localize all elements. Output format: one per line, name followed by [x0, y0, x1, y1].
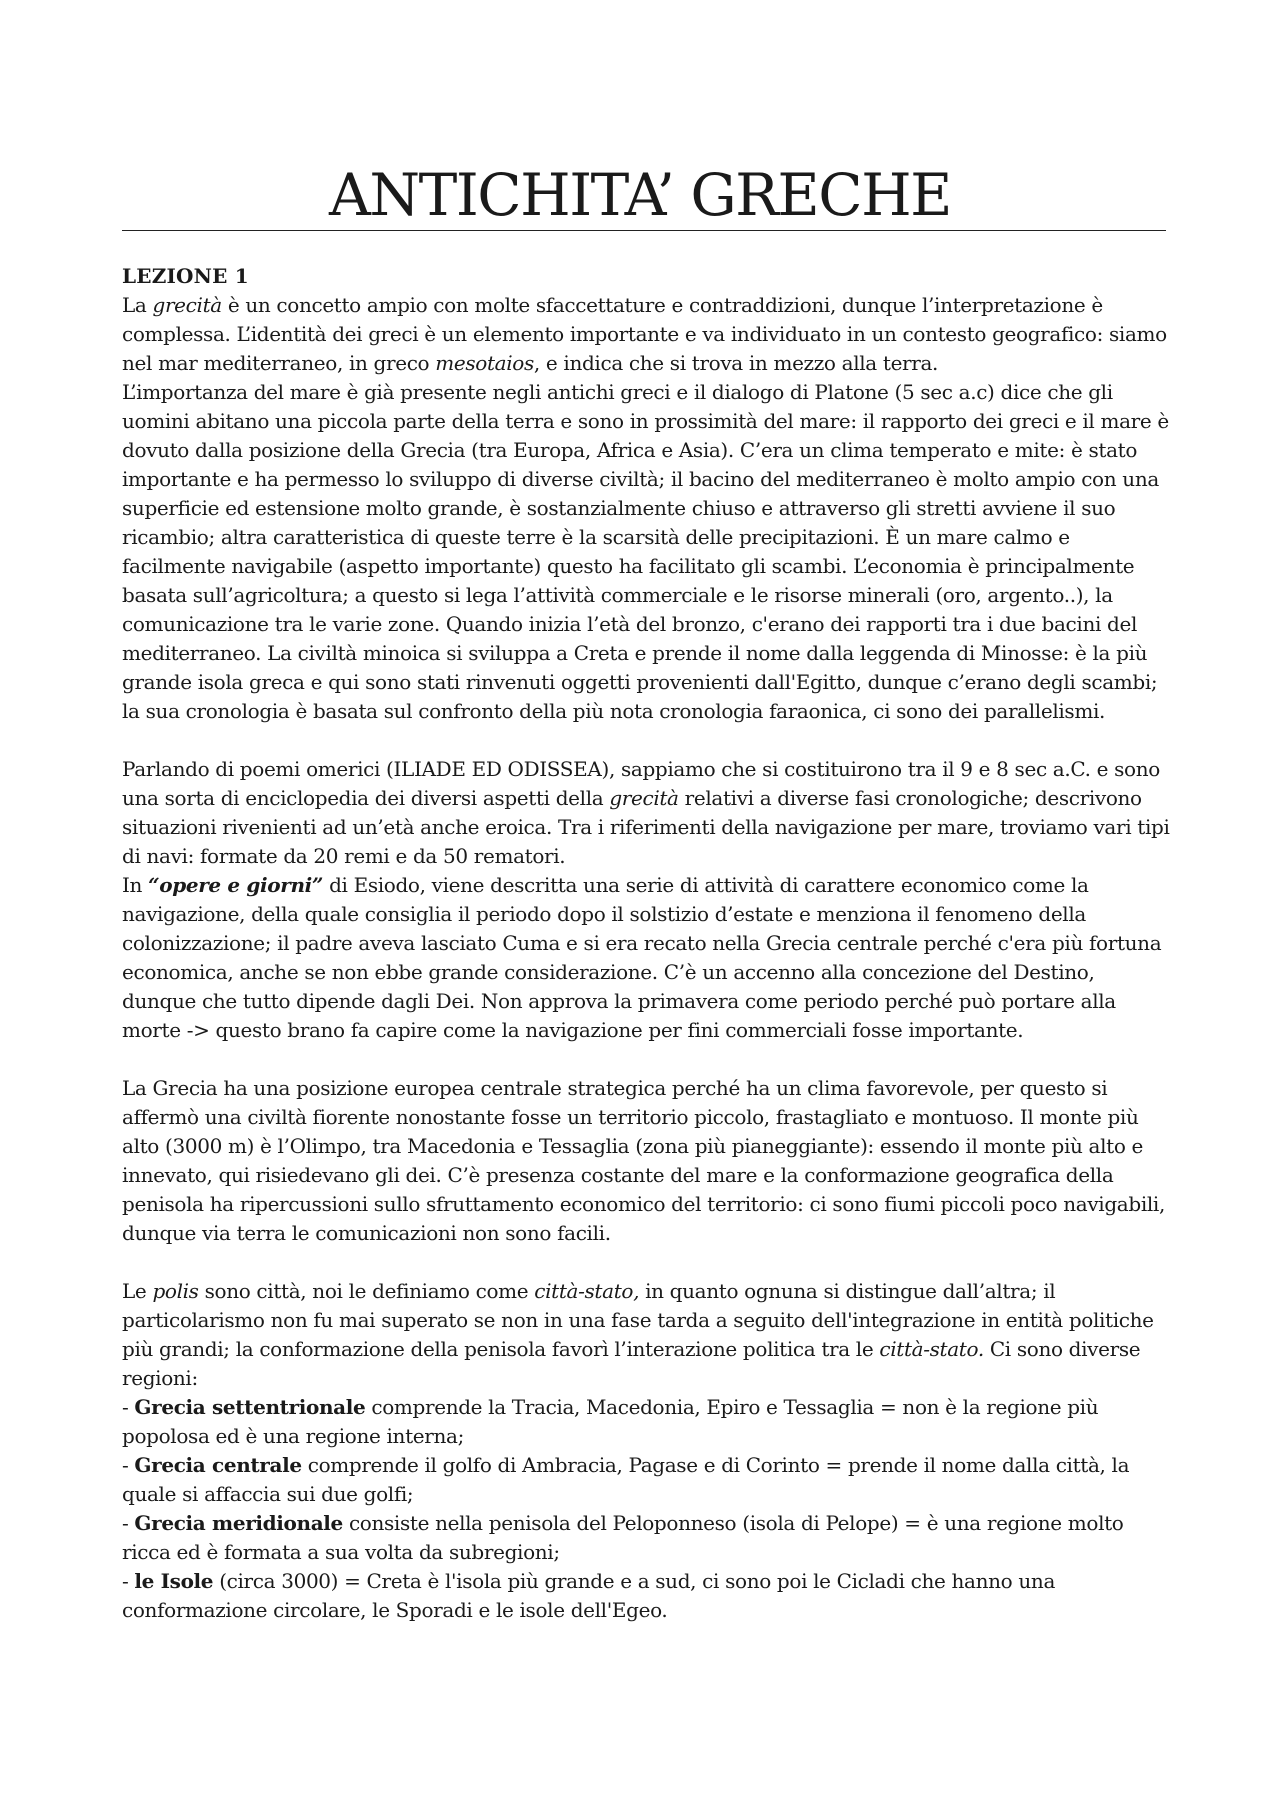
paragraph-4: In “opere e giorni” di Esiodo, viene descritta una serie di attività di carattere economico come la navigazione, della quale consiglia il periodo dopo il solstizio d’estate e menziona il fenomeno della colonizzazione; il padre aveva lasciato Cuma e si era recato nella Grecia centrale perché c'era più fortuna economica, anche se non ebbe grande considerazione. C’è un accenno alla concezione del Destino, dunque che tutto dipende dagli Dei. Non approva la primavera come periodo perché può portare alla morte -> questo brano fa capire come la navigazione per fini commerciali fosse importante.: [122, 873, 1162, 1042]
region-item: - Grecia meridionale consiste nella penisola del Peloponneso (isola di Pelope) = è una regione molto ricca ed è formata a sua volta da subregioni;: [122, 1511, 1124, 1564]
paragraph-gap: [122, 726, 1172, 755]
region-name: Grecia settentrionale: [134, 1395, 366, 1419]
document-title: ANTICHITA’ GRECHE: [329, 161, 951, 229]
region-item: - Grecia centrale comprende il golfo di Ambracia, Pagase e di Corinto = prende il nome dalla città, la quale si affaccia sui due golfi;: [122, 1453, 1130, 1506]
paragraph-3: Parlando di poemi omerici (ILIADE ED ODISSEA), sappiamo che si costituirono tra il 9 e 8 sec a.C. e sono una sorta di enciclopedia dei diversi aspetti della grecità relativi a diverse fasi cronologiche; descrivono situazioni rivenienti ad un’età anche eroica. Tra i riferimenti della navigazione per mare, troviamo vari tipi di navi: formate da 20 remi e da 50 rematori.: [122, 757, 1170, 868]
region-item: - le Isole (circa 3000) = Creta è l'isola più grande e a sud, ci sono poi le Cicladi che hanno una conformazione circolare, le Sporadi e le isole dell'Egeo.: [122, 1569, 1056, 1622]
paragraph-2: L’importanza del mare è già presente negli antichi greci e il dialogo di Platone (5 sec a.c) dice che gli uomini abitano una piccola parte della terra e sono in prossimità del mare: il rapporto dei greci e il mare è dovuto dalla posizione della Grecia (tra Europa, Africa e Asia). C’era un clima temperato e mite: è stato importante e ha permesso lo sviluppo di diverse civiltà; il bacino del mediterraneo è molto ampio con una superficie ed estensione molto grande, è sostanzialmente chiuso e attraverso gli stretti avviene il suo ricambio; altra caratteristica di queste terre è la scarsità delle precipitazioni. È un mare calmo e facilmente navigabile (aspetto importante) questo ha facilitato gli scambi. L’economia è principalmente basata sull’agricoltura; a questo si lega l’attività commerciale e le risorse minerali (oro, argento..), la comunicazione tra le varie zone. Quando inizia l’età del bronzo, c'erano dei rapporti tra i due bacini del mediterraneo. La civiltà minoica si sviluppa a Creta e prende il nome dalla leggenda di Minosse: è la più grande isola greca e qui sono stati rinvenuti oggetti provenienti dall'Egitto, dunque c’erano degli scambi; la sua cronologia è basata sul confronto della più nota cronologia faraonica, ci sono dei parallelismi.: [122, 380, 1169, 723]
region-name: le Isole: [134, 1569, 214, 1593]
region-item: - Grecia settentrionale comprende la Tracia, Macedonia, Epiro e Tessaglia = non è la regione più popolosa ed è una regione interna;: [122, 1395, 1099, 1448]
paragraph-5: La Grecia ha una posizione europea centrale strategica perché ha un clima favorevole, per questo si affermò una civiltà fiorente nonostante fosse un territorio piccolo, frastagliato e montuoso. Il monte più alto (3000 m) è l’Olimpo, tra Macedonia e Tessaglia (zona più pianeggiante): essendo il monte più alto e innevato, qui risiedevano gli dei. C’è presenza costante del mare e la conformazione geografica della penisola ha ripercussioni sullo sfruttamento economico del territorio: ci sono fiumi piccoli poco navigabili, dunque via terra le comunicazioni non sono facili.: [122, 1076, 1165, 1245]
document-body: [122, 262, 1172, 1625]
paragraph-gap: [122, 1045, 1172, 1074]
lesson-heading: LEZIONE 1: [122, 264, 249, 288]
region-name: Grecia meridionale: [134, 1511, 343, 1535]
paragraph-1: La grecità è un concetto ampio con molte sfaccettature e contraddizioni, dunque l’interpretazione è complessa. L’identità dei greci è un elemento importante e va individuato in un contesto geografico: siamo nel mar mediterraneo, in greco mesotaios, e indica che si trova in mezzo alla terra.: [122, 293, 1167, 375]
paragraph-gap: [122, 1248, 1172, 1277]
paragraph-6: Le polis sono città, noi le definiamo come città-stato, in quanto ognuna si distingue dall’altra; il particolarismo non fu mai superato se non in una fase tarda a seguito dell'integrazione in entità politiche più grandi; la conformazione della penisola favorì l’interazione politica tra le città-stato. Ci sono diverse regioni:: [122, 1279, 1154, 1390]
region-name: Grecia centrale: [134, 1453, 302, 1477]
title-divider: [122, 230, 1166, 231]
book-title: “opere e giorni”: [148, 873, 324, 897]
